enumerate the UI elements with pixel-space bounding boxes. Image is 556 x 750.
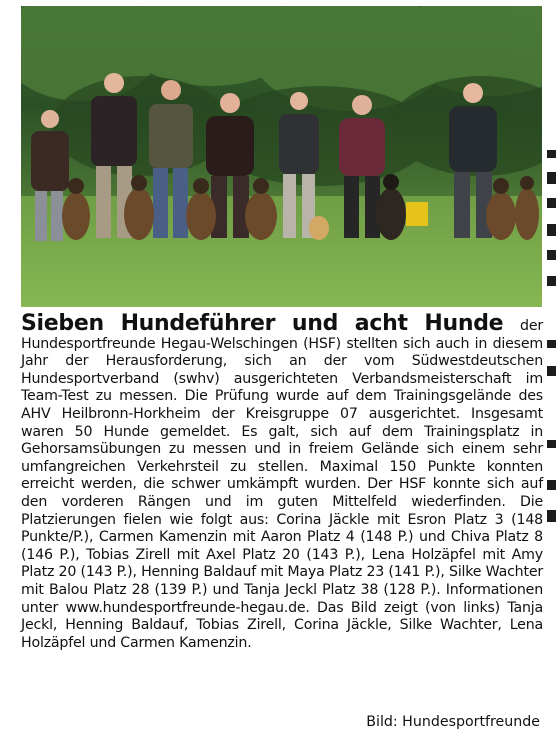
article-body: der Hundesportfreunde Hegau-Welschingen (HSF) stellten sich auch in diesem Jahr der Herausforderung, sich an der vom Südwestdeutschen Hundesportverband (swhv) ausgerichteten Verbandsmeisterschaft im Team-Test zu messen. Die Prüfung wurde auf dem Trainingsgelände des AHV Heilbronn-Horkheim der Kreisgruppe 07 ausgerichtet. Insgesamt waren 50 Hunde gemeldet. Es galt, sich auf dem Trainingsplatz in Gehorsamsübungen zu messen und in freiem Gelände sich einem sehr umfangreichen Verkehrsteil zu stellen. Maximal 150 Punkte konnten erreicht werden, die schwer umkämpft wurden. Der HSF konnte sich auf den vorderen Rängen und im guten Mittelfeld wiederfinden. Die Platzierungen fielen wie folgt aus: Corina Jäckle mit Esron Platz 3 (148 Punkte/P.), Carmen Kamenzin mit Aaron Platz 4 (148 P.) und Chiva Platz 8 (146 P.), Tobias Zirell mit Axel Platz 20 (143 P.), Lena Holzäpfel mit Amy Platz 20 (143 P.), Henning Baldauf mit Maya Platz 23 (141 P.), Silke Wachter mit Balou Platz 28 (139 P.) und Tanja Jeckl Platz 38 (128 P.). Informationen unter www.hundesportfreunde-hegau.de. Das Bild zeigt (von links) Tanja Jeckl, Henning Baldauf, Tobias Zirell, Corina Jäckle, Silke Wachter, Lena Holzäpfel und Carmen Kamenzin. [21,318,543,651]
group-photo-illustration [21,6,542,307]
article-text [21,311,543,652]
article-photo [21,6,542,307]
adjacent-column-edge [545,140,556,740]
article-headline: Sieben Hundeführer und acht Hunde [21,311,521,336]
photo-credit: Bild: Hundesportfreunde [366,714,540,730]
